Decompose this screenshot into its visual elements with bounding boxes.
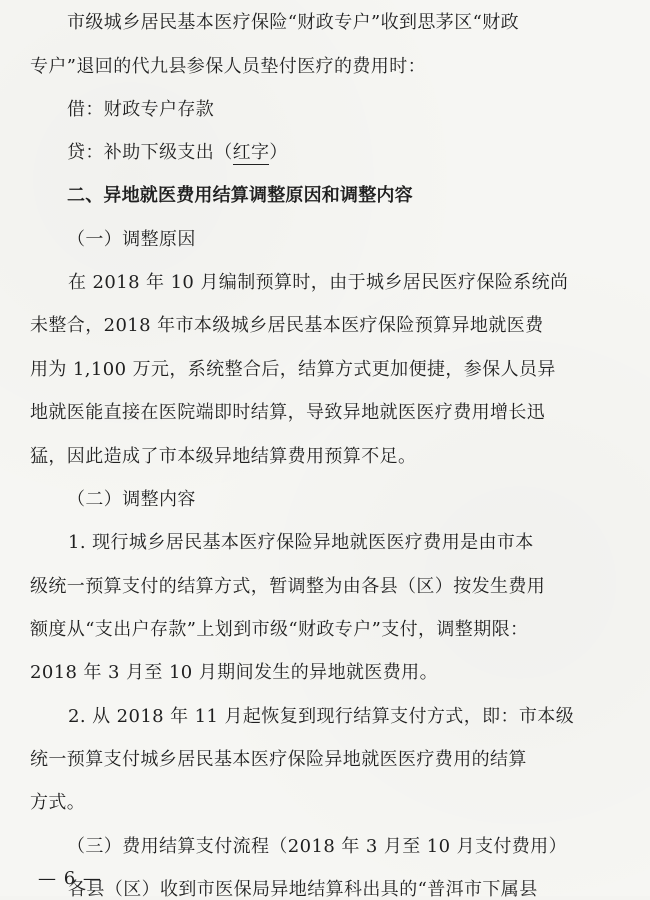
- reason-paragraph-line-2: 未整合，2018 年市本级城乡居民基本医疗保险预算异地就医费: [30, 315, 544, 336]
- content-paragraph-2-line-3: 方式。: [30, 792, 86, 813]
- paragraph-line-2: 专户”退回的代九县参保人员垫付医疗的费用时：: [30, 56, 426, 77]
- content-paragraph-1-line-2: 级统一预算支付的结算方式，暂调整为由各县（区）按发生费用: [30, 576, 546, 597]
- content-paragraph-1-line-1: 1. 现行城乡居民基本医疗保险异地就医医疗费用是由市本: [68, 532, 534, 553]
- content-paragraph-2-line-2: 统一预算支付城乡居民基本医疗保险异地就医医疗费用的结算: [30, 749, 527, 770]
- paragraph-line-1: 市级城乡居民基本医疗保险“财政专户”收到思茅区“财政: [67, 12, 520, 33]
- reason-paragraph-line-1: 在 2018 年 10 月编制预算时，由于城乡居民医疗保险系统尚: [68, 272, 569, 293]
- red-character-label: 红字: [232, 142, 270, 163]
- credit-prefix: 贷：补助下级支出（: [67, 142, 233, 163]
- reason-paragraph-line-3: 用为 1,100 万元，系统整合后，结算方式更加便捷，参保人员异: [30, 359, 556, 380]
- subheading-settlement-process: （三）费用结算支付流程（2018 年 3 月至 10 月支付费用）: [67, 836, 567, 857]
- section-heading-two: 二、异地就医费用结算调整原因和调整内容: [67, 185, 413, 206]
- reason-paragraph-line-5: 猛，因此造成了市本级异地结算费用预算不足。: [30, 446, 417, 467]
- credit-line: [67, 144, 650, 162]
- page-number: — 6 —: [38, 868, 102, 889]
- content-paragraph-1-line-3: 额度从“支出户存款”上划到市级“财政专户”支付，调整期限：: [30, 619, 529, 640]
- subheading-adjustment-reason: （一）调整原因: [67, 229, 196, 250]
- settlement-paragraph-line-1: 各县（区）收到市医保局异地结算科出具的“普洱市下属县: [68, 879, 538, 900]
- subheading-adjustment-content: （二）调整内容: [67, 489, 196, 510]
- reason-paragraph-line-4: 地就医能直接在医院端即时结算，导致异地就医医疗费用增长迅: [30, 402, 546, 423]
- content-paragraph-1-line-4: 2018 年 3 月至 10 月期间发生的异地就医费用。: [30, 662, 438, 683]
- content-paragraph-2-line-1: 2. 从 2018 年 11 月起恢复到现行结算支付方式，即：市本级: [68, 706, 575, 727]
- credit-suffix: ）: [269, 142, 288, 163]
- debit-line: 借：财政专户存款: [67, 99, 215, 120]
